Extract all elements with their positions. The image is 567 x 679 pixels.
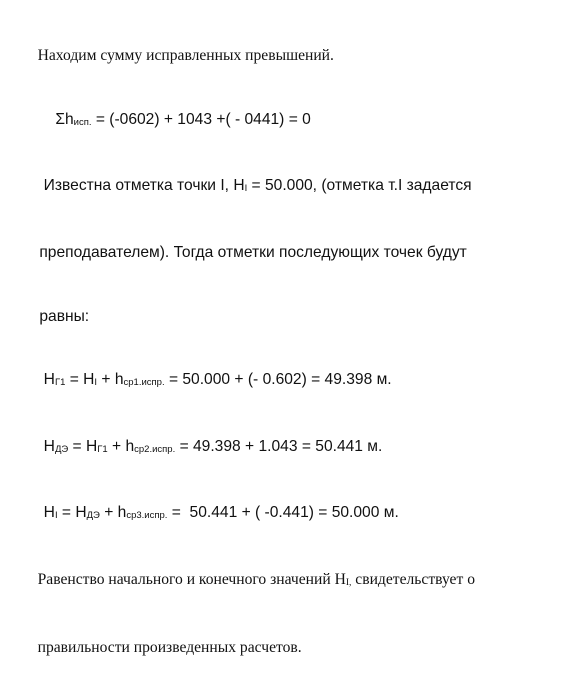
eq1-eq-h: = H [65, 371, 95, 389]
eq2-result: = 49.398 + 1.043 = 50.441 м. [175, 437, 383, 455]
eq3-h: H [39, 504, 55, 522]
known-text-1: Известна отметка точки I, H [39, 177, 245, 195]
eq1-result: = 50.000 + (- 0.602) = 49.398 м. [164, 371, 392, 389]
heading-line [22, 24, 552, 88]
eq2-h: H [39, 437, 55, 455]
eq2-eq-h: = H [68, 437, 98, 455]
equation-3 [22, 481, 552, 548]
equation-1 [22, 348, 552, 415]
conclusion-text-1b: свидетельствует о [351, 571, 475, 589]
eq2-plus-h: + h [107, 437, 135, 455]
known-elevation-line-1 [22, 154, 552, 221]
sum-subscript: исп. [73, 116, 92, 128]
eq2-h-sub: ДЭ [54, 443, 69, 455]
document-body [22, 24, 552, 679]
eq1-plus-h-sub: ср1.испр. [123, 377, 165, 389]
conclusion-subscript: I, [345, 578, 352, 589]
sum-symbol: Σh [55, 110, 74, 128]
equation-2 [22, 415, 552, 482]
known-elevation-line-3 [22, 284, 552, 348]
eq1-eq-h-sub: I [94, 377, 98, 389]
known-text-1-rest: = 50.000, (отметка т.I задается [247, 177, 472, 195]
known-elevation-line-2 [22, 221, 552, 285]
conclusion-text-1a: Равенство начального и конечного значений H [37, 571, 346, 589]
known-text-2: преподавателем). Тогда отметки последующих точек будут [39, 244, 467, 262]
eq3-eq-h: = H [57, 504, 87, 522]
eq1-h-sub: Г1 [54, 377, 66, 389]
known-text-3: равны: [39, 307, 90, 325]
heading-text: Находим сумму исправленных превышений. [37, 47, 334, 65]
eq3-plus-h: + h [99, 504, 127, 522]
conclusion-text-2: правильности произведенных расчетов. [37, 638, 302, 656]
eq3-plus-h-sub: ср3.испр. [126, 510, 168, 522]
eq2-eq-h-sub: Г1 [97, 443, 108, 455]
eq3-result: = 50.441 + ( -0.441) = 50.000 м. [167, 504, 399, 522]
eq3-h-sub: I [54, 510, 58, 522]
sum-expression: = (-0602) + 1043 +( - 0441) = 0 [91, 110, 311, 128]
conclusion-line-1 [22, 548, 552, 616]
eq1-h: H [39, 371, 55, 389]
eq2-plus-h-sub: ср2.испр. [134, 443, 176, 455]
eq3-eq-h-sub: ДЭ [86, 510, 100, 522]
known-subscript-1: I [244, 183, 248, 195]
sum-equation [22, 88, 552, 155]
eq1-plus-h: + h [97, 371, 124, 389]
conclusion-line-2 [22, 615, 552, 679]
